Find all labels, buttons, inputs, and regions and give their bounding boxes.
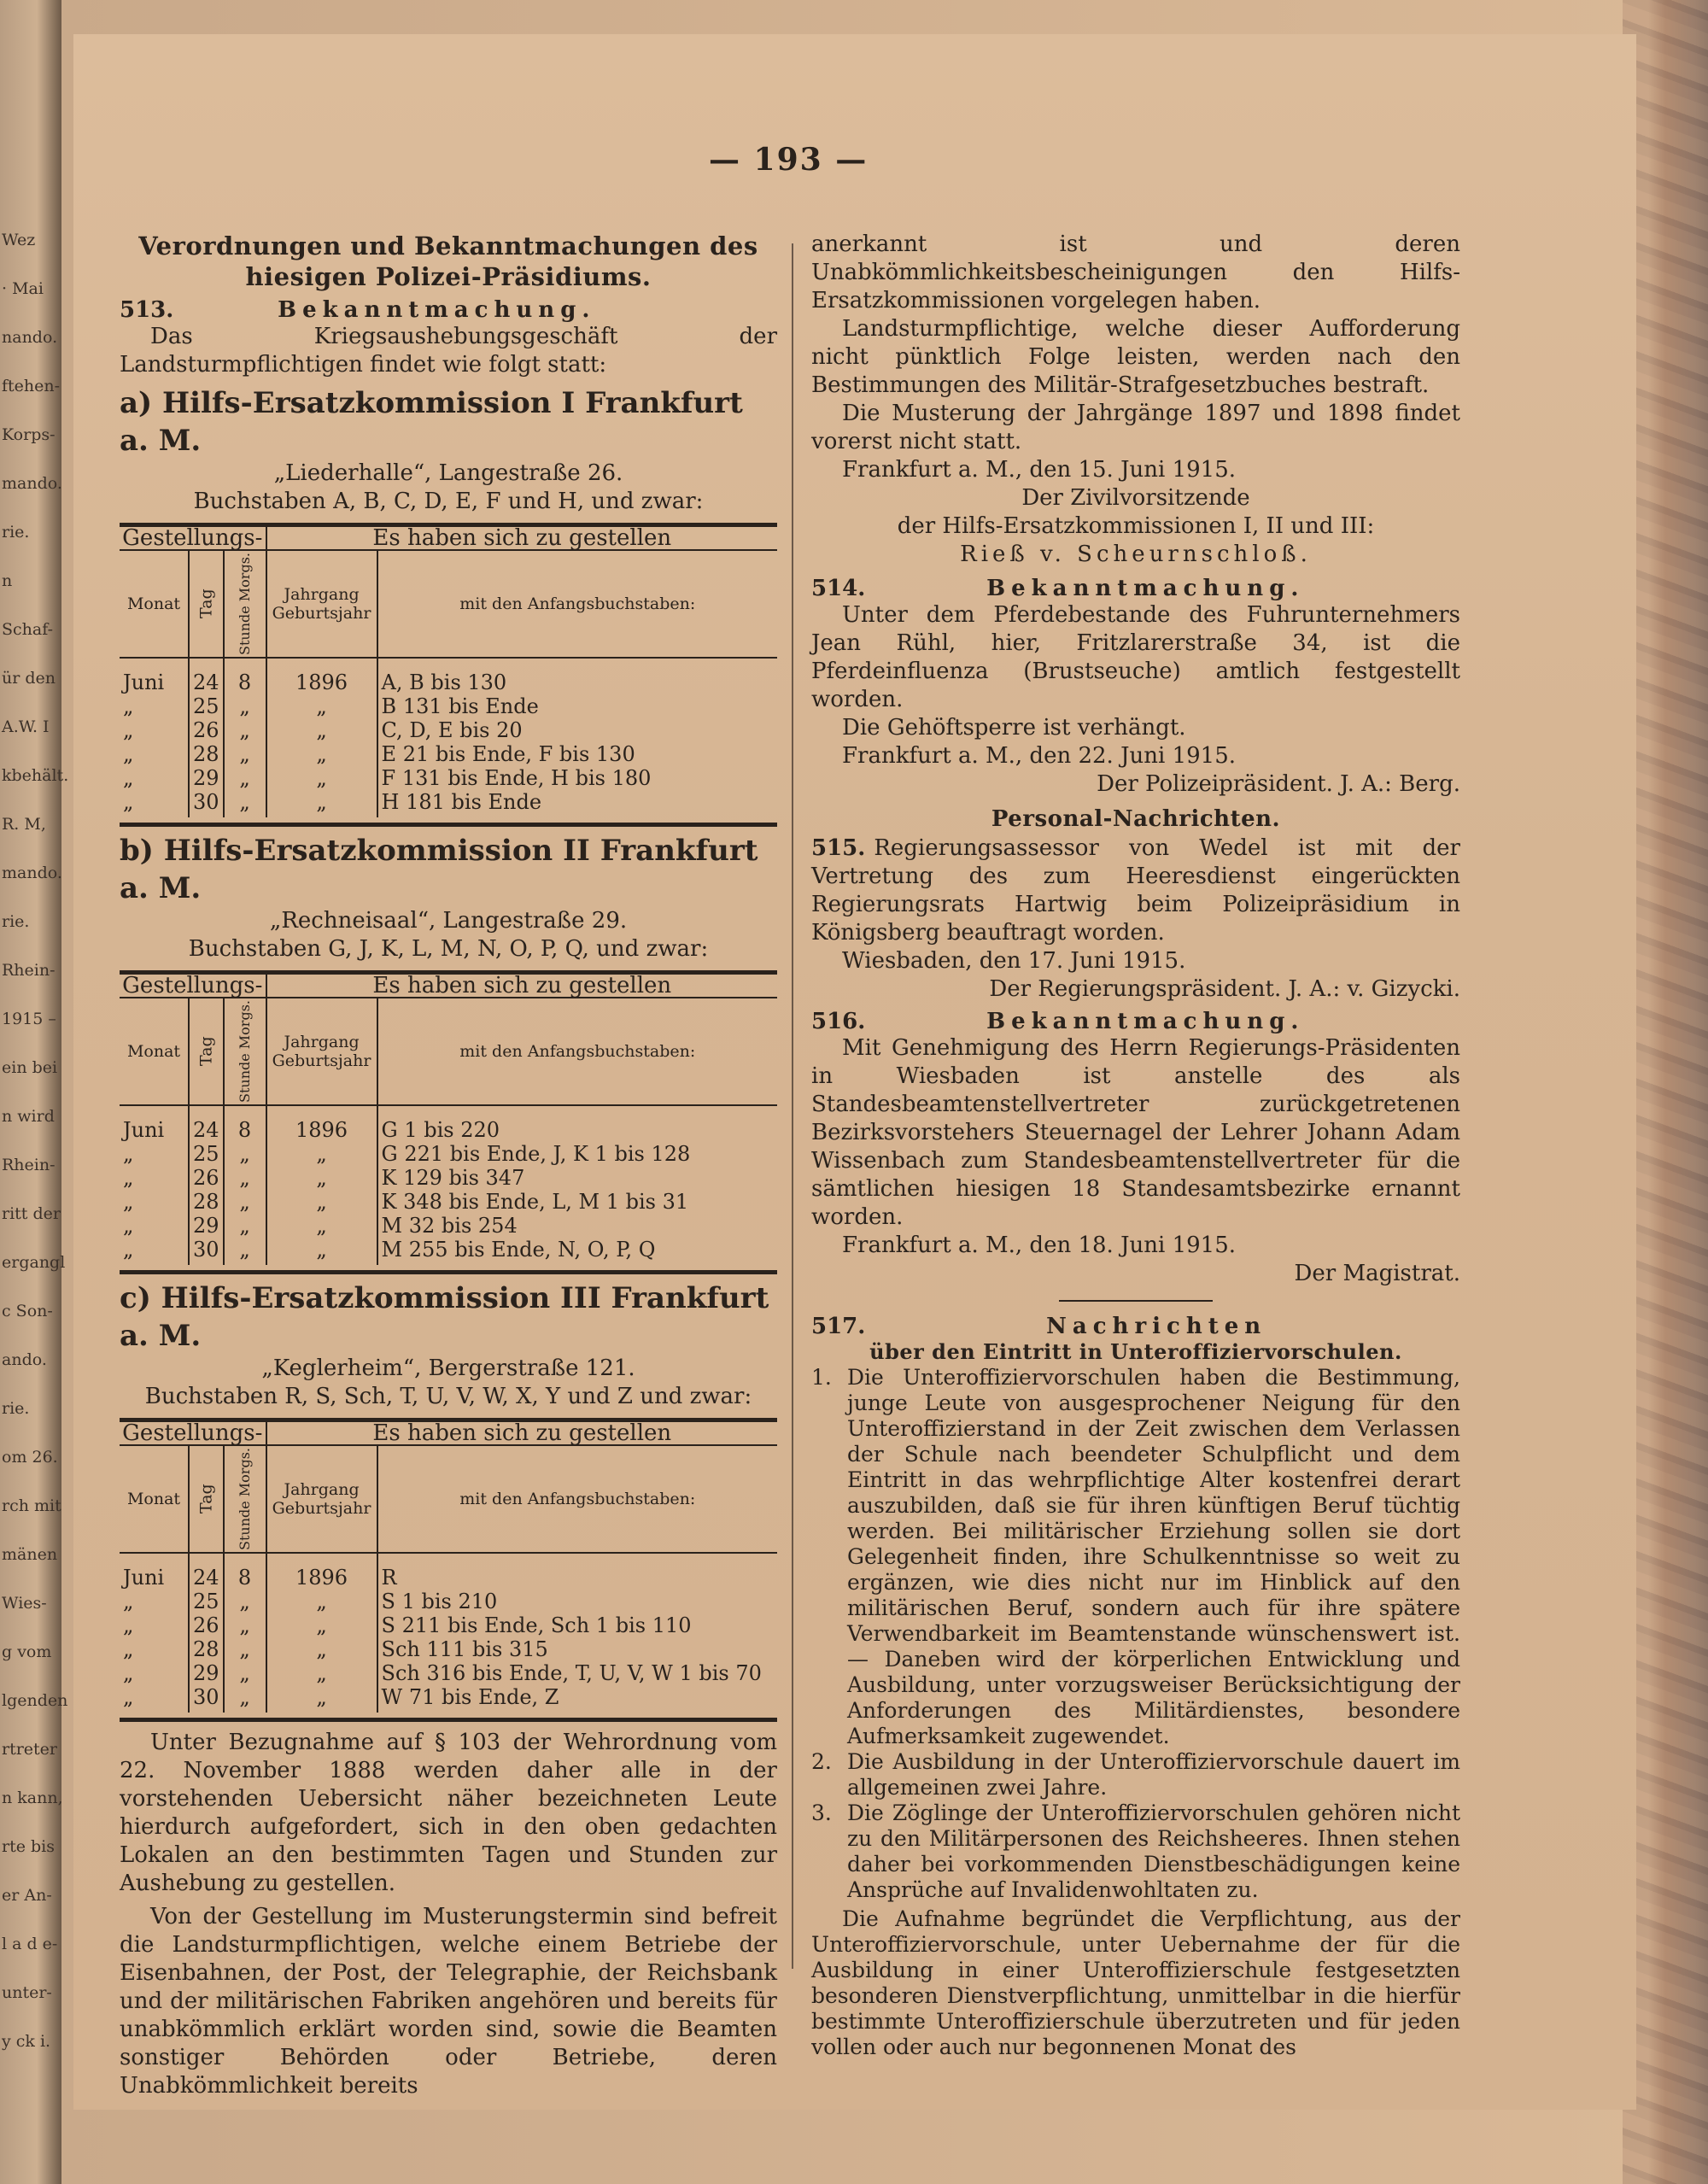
cell-tag: 24 bbox=[189, 1105, 224, 1142]
margin-fragment: rie. bbox=[2, 523, 30, 542]
header-tag: Tag bbox=[189, 550, 224, 658]
cell-anfang: W 71 bis Ende, Z bbox=[381, 1685, 559, 1709]
paragraph: Mit Genehmigung des Herrn Regierungs-Präsidenten in Wiesbaden ist anstelle des als Standesbeamtenstellvertreter zurückgetretenen Bezirksvorstehers Steuernagel der Lehrer Johann Adam Wissenbach zum Standesbeamtenstellvertreter für die sämtlichen hiesigen 18 Standesamtsbezirke ernannt worden. bbox=[811, 1035, 1460, 1230]
header-stunde: Stunde Morgs. bbox=[224, 998, 266, 1105]
paragraph: Die Musterung der Jahrgänge 1897 und 1898 findet vorerst nicht statt. bbox=[811, 401, 1460, 454]
margin-fragment: lgenden bbox=[2, 1691, 68, 1710]
intro-text: Das Kriegsaushebungsgeschäft der Landsturmpflichtigen findet wie folgt statt: bbox=[120, 324, 777, 378]
cell-jahrgang: „ bbox=[266, 1166, 377, 1190]
cell-stunde: „ bbox=[239, 790, 250, 814]
cell-tag: 30 bbox=[189, 1685, 224, 1713]
table-row bbox=[120, 718, 777, 742]
signature: der Hilfs-Ersatzkommissionen I, II und III: bbox=[897, 513, 1375, 539]
paragraph: Die Gehöftsperre ist verhängt. bbox=[842, 715, 1186, 741]
table-row bbox=[120, 1238, 777, 1265]
cell-stunde: „ bbox=[239, 1661, 250, 1685]
table-row bbox=[120, 1105, 777, 1142]
commission-title: a) Hilfs-Ersatzkommission I Frankfurt a. M. bbox=[120, 386, 743, 458]
cell-stunde: 8 bbox=[237, 1566, 252, 1590]
cell-jahrgang: „ bbox=[266, 694, 377, 718]
cell-anfang: Sch 111 bis 315 bbox=[381, 1637, 548, 1661]
cell-stunde: „ bbox=[239, 1590, 250, 1613]
margin-fragment: kbehält. bbox=[2, 766, 69, 785]
cell-jahrgang: „ bbox=[266, 742, 377, 766]
cell-stunde: „ bbox=[239, 742, 250, 766]
table-row bbox=[120, 1637, 777, 1661]
margin-fragment: Wez bbox=[2, 231, 36, 249]
table-row bbox=[120, 1590, 777, 1613]
header-tag: Tag bbox=[189, 1445, 224, 1553]
margin-fragment: 1915 – bbox=[2, 1010, 56, 1028]
item-number: 513. bbox=[120, 297, 174, 323]
cell-stunde: „ bbox=[239, 718, 250, 742]
numbered-list bbox=[811, 1365, 1460, 1903]
table-row bbox=[120, 1685, 777, 1713]
header-gestellung: Gestellungs- bbox=[120, 973, 266, 998]
cell-monat: „ bbox=[123, 694, 134, 718]
cell-tag: 28 bbox=[189, 1190, 224, 1214]
cell-jahrgang: „ bbox=[266, 790, 377, 817]
cell-jahrgang: „ bbox=[266, 1661, 377, 1685]
date-line: Frankfurt a. M., den 22. Juni 1915. bbox=[842, 743, 1237, 769]
commission-place: „Liederhalle“, Langestraße 26. bbox=[273, 460, 623, 486]
header-anfang: mit den Anfangsbuchstaben: bbox=[377, 550, 777, 658]
cell-monat: „ bbox=[123, 1142, 134, 1166]
cell-tag: 24 bbox=[189, 1553, 224, 1590]
header-monat: Monat bbox=[120, 1445, 189, 1553]
cell-monat: „ bbox=[123, 1613, 134, 1637]
cell-anfang: B 131 bis Ende bbox=[381, 694, 539, 718]
cell-tag: 29 bbox=[189, 1214, 224, 1238]
cell-stunde: „ bbox=[239, 1214, 250, 1238]
cell-monat: Juni bbox=[123, 670, 165, 694]
table-row bbox=[120, 790, 777, 817]
cell-tag: 25 bbox=[189, 1142, 224, 1166]
signature: Der Polizeipräsident. J. A.: Berg. bbox=[1097, 771, 1460, 797]
item-title: Bekanntmachung. bbox=[986, 576, 1305, 601]
margin-fragment: Rhein- bbox=[2, 961, 56, 980]
item-subtitle: über den Eintritt in Unteroffiziervorschulen. bbox=[869, 1339, 1402, 1364]
paragraph: Die Aufnahme begründet die Verpflichtung, aus der Unteroffiziervorschule, unter Uebernahme der für die Ausbildung in einer Unteroffizierschule festgesetzten besonderen Dienstverpflichtung, unmittelbar in die hierfür bestimmte Unteroffizierschule überzutreten und für jeden vollen oder auch nur begonnenen Monat des bbox=[811, 1906, 1460, 2059]
item-text: Regierungsassessor von Wedel ist mit der Vertretung des zum Heeresdienst eingerückten Regierungsrats Hartwig beim Polizeipräsidium in Königsberg beauftragt worden. bbox=[811, 835, 1460, 946]
cell-tag: 25 bbox=[189, 694, 224, 718]
cell-monat: „ bbox=[123, 1661, 134, 1685]
header-monat: Monat bbox=[120, 550, 189, 658]
table-row bbox=[120, 1553, 777, 1590]
margin-fragment: ein bei bbox=[2, 1058, 58, 1077]
schedule-table bbox=[120, 523, 777, 817]
cell-monat: Juni bbox=[123, 1118, 165, 1142]
column-divider bbox=[792, 243, 793, 1969]
date-line: Frankfurt a. M., den 15. Juni 1915. bbox=[842, 457, 1237, 483]
margin-fragment: nando. bbox=[2, 328, 58, 347]
item-number: 516. bbox=[811, 1009, 866, 1034]
cell-monat: „ bbox=[123, 718, 134, 742]
item-number: 515. bbox=[811, 835, 866, 861]
margin-fragment: · Mai bbox=[2, 279, 44, 298]
date-line: Frankfurt a. M., den 18. Juni 1915. bbox=[842, 1233, 1237, 1258]
cell-monat: „ bbox=[123, 742, 134, 766]
commission-place: „Keglerheim“, Bergerstraße 121. bbox=[261, 1355, 635, 1381]
left-column bbox=[120, 231, 777, 2100]
margin-fragment: rtreter bbox=[2, 1740, 58, 1759]
margin-fragment: Rhein- bbox=[2, 1156, 56, 1174]
header-jahrgang: Jahrgang Geburtsjahr bbox=[266, 1445, 377, 1553]
paragraph: Landsturmpflichtige, welche dieser Aufforderung nicht pünktlich Folge leisten, werden nach den Bestimmungen des Militär-Strafgesetzbuches bestraft. bbox=[811, 316, 1460, 398]
margin-fragment: y ck i. bbox=[2, 2032, 51, 2051]
separator-rule bbox=[1059, 1300, 1213, 1302]
table-row bbox=[120, 694, 777, 718]
cell-anfang: H 181 bis Ende bbox=[381, 790, 542, 814]
margin-fragment: rie. bbox=[2, 912, 30, 931]
table-row bbox=[120, 1661, 777, 1685]
cell-stunde: „ bbox=[239, 694, 250, 718]
cell-jahrgang: „ bbox=[266, 1190, 377, 1214]
commission-block bbox=[120, 1279, 777, 1722]
cell-monat: „ bbox=[123, 1590, 134, 1613]
margin-fragment: Schaf- bbox=[2, 620, 53, 639]
margin-fragment: n wird bbox=[2, 1107, 55, 1126]
cell-tag: 29 bbox=[189, 1661, 224, 1685]
table-row bbox=[120, 766, 777, 790]
header-jahrgang: Jahrgang Geburtsjahr bbox=[266, 550, 377, 658]
list-text: Die Unteroffiziervorschulen haben die Bestimmung, junge Leute von ausgesprochener Neigung für den Unteroffizierstand in der Zeit zwischen dem Verlassen der Schule nach beendeter Schulpflicht und dem Eintritt in das wehrpflichtige Alter kostenfrei derart auszubilden, daß sie für ihren künftigen Beruf tüchtig werden. Bei militärischer Erziehung sollen sie dort Gelegenheit finden, ihre Schulkenntnisse so weit zu ergänzen, wie dies nicht nur im Hinblick auf den militärischen Beruf, sondern auch für ihre spätere Verwendbarkeit im Beamtenstande wünschenswert ist. — Daneben wird der körperlichen Entwicklung und Ausbildung, unter vorzugsweiser Berücksichtigung der Anforderungen des Militärdienstes, besondere Aufmerksamkeit zugewendet. bbox=[847, 1365, 1460, 1748]
margin-fragment: ür den bbox=[2, 669, 56, 688]
cell-stunde: „ bbox=[239, 766, 250, 790]
signature: Rieß v. Scheurnschloß. bbox=[960, 542, 1312, 567]
item-number: 517. bbox=[811, 1314, 866, 1339]
list-number: 3. bbox=[811, 1800, 832, 1825]
cell-anfang: S 211 bis Ende, Sch 1 bis 110 bbox=[381, 1613, 692, 1637]
cell-stunde: „ bbox=[239, 1637, 250, 1661]
cell-tag: 30 bbox=[189, 1238, 224, 1265]
list-item bbox=[811, 1800, 1460, 1903]
cell-anfang: E 21 bis Ende, F bis 130 bbox=[381, 742, 635, 766]
cell-tag: 28 bbox=[189, 742, 224, 766]
cell-anfang: A, B bis 130 bbox=[381, 670, 507, 694]
list-item bbox=[811, 1749, 1460, 1800]
table-bottom-rule bbox=[120, 1718, 777, 1722]
cell-monat: „ bbox=[123, 1166, 134, 1190]
paragraph: Von der Gestellung im Musterungstermin sind befreit die Landsturmpflichtigen, welche einem Betriebe der Eisenbahnen, der Post, der Telegraphie, der Reichsbank und der militärischen Fabriken angehören und bereits für unabkömmlich erklärt worden sind, sowie die Beamten sonstiger Behörden oder Betriebe, deren Unabkömmlichkeit bereits bbox=[120, 1904, 777, 2099]
cell-monat: „ bbox=[123, 790, 134, 814]
margin-fragment: mando. bbox=[2, 864, 62, 882]
cell-tag: 26 bbox=[189, 718, 224, 742]
cell-anfang: G 1 bis 220 bbox=[381, 1118, 500, 1142]
cell-jahrgang: „ bbox=[266, 1214, 377, 1238]
item-title: Nachrichten bbox=[1046, 1314, 1267, 1339]
header-anfang: mit den Anfangsbuchstaben: bbox=[377, 1445, 777, 1553]
commission-letters: Buchstaben G, J, K, L, M, N, O, P, Q, und zwar: bbox=[188, 936, 709, 962]
margin-fragment: mando. bbox=[2, 474, 62, 493]
cell-anfang: G 221 bis Ende, J, K 1 bis 128 bbox=[381, 1142, 691, 1166]
margin-fragment: n bbox=[2, 571, 13, 590]
margin-fragment: l a d e- bbox=[2, 1935, 58, 1953]
margin-fragment: g vom bbox=[2, 1642, 52, 1661]
date-line: Wiesbaden, den 17. Juni 1915. bbox=[842, 948, 1186, 974]
cell-monat: „ bbox=[123, 1190, 134, 1214]
cell-jahrgang: „ bbox=[266, 1613, 377, 1637]
margin-fragment: R. M, bbox=[2, 815, 46, 834]
cell-monat: „ bbox=[123, 1637, 134, 1661]
signature: Der Zivilvorsitzende bbox=[1021, 485, 1250, 511]
paragraph bbox=[811, 834, 1460, 947]
cell-stunde: „ bbox=[239, 1166, 250, 1190]
cell-tag: 30 bbox=[189, 790, 224, 817]
commission-place: „Rechneisaal“, Langestraße 29. bbox=[269, 908, 628, 934]
cell-monat: „ bbox=[123, 1685, 134, 1709]
cell-anfang: K 348 bis Ende, L, M 1 bis 31 bbox=[381, 1190, 689, 1214]
header-gestellung: Gestellungs- bbox=[120, 525, 266, 551]
cell-jahrgang: „ bbox=[266, 1590, 377, 1613]
cell-stunde: 8 bbox=[237, 670, 252, 694]
margin-fragment: rte bis bbox=[2, 1837, 55, 1856]
item-title: Bekanntmachung. bbox=[986, 1009, 1305, 1034]
table-row bbox=[120, 1613, 777, 1637]
header-jahrgang: Jahrgang Geburtsjahr bbox=[266, 998, 377, 1105]
list-text: Die Zöglinge der Unteroffiziervorschulen gehören nicht zu den Militärpersonen des Reichsheeres. Ihnen stehen daher bei vorkommenden Dienstbeschädigungen keine Ansprüche auf Invalidenwohltaten zu. bbox=[847, 1800, 1460, 1902]
cell-tag: 24 bbox=[189, 658, 224, 694]
cell-monat: „ bbox=[123, 1238, 134, 1262]
section-heading: Verordnungen und Bekanntmachungen des hiesigen Polizei-Präsidiums. bbox=[138, 231, 758, 291]
commission-title: c) Hilfs-Ersatzkommission III Frankfurt a. M. bbox=[120, 1281, 769, 1353]
item-number: 514. bbox=[811, 576, 866, 601]
header-gestellung: Gestellungs- bbox=[120, 1420, 266, 1446]
table-row bbox=[120, 742, 777, 766]
cell-jahrgang: „ bbox=[266, 1685, 377, 1713]
cell-anfang: R bbox=[381, 1566, 397, 1590]
table-row bbox=[120, 1190, 777, 1214]
cell-monat: Juni bbox=[123, 1566, 165, 1590]
cell-stunde: „ bbox=[239, 1613, 250, 1637]
cell-stunde: „ bbox=[239, 1685, 250, 1709]
table-bottom-rule bbox=[120, 1270, 777, 1274]
schedule-table bbox=[120, 970, 777, 1265]
header-anfang: mit den Anfangsbuchstaben: bbox=[377, 998, 777, 1105]
table-row bbox=[120, 658, 777, 694]
cell-monat: „ bbox=[123, 1214, 134, 1238]
cell-stunde: „ bbox=[239, 1190, 250, 1214]
signature: Der Magistrat. bbox=[1294, 1261, 1460, 1286]
margin-fragment: A.W. I bbox=[2, 717, 50, 736]
list-number: 2. bbox=[811, 1749, 832, 1774]
signature: Der Regierungspräsident. J. A.: v. Gizycki. bbox=[989, 976, 1460, 1002]
table-bottom-rule bbox=[120, 823, 777, 827]
margin-fragment: Korps- bbox=[2, 425, 56, 444]
table-row bbox=[120, 1214, 777, 1238]
margin-fragment: Wies- bbox=[2, 1594, 47, 1613]
cell-jahrgang: „ bbox=[266, 1637, 377, 1661]
cell-jahrgang: „ bbox=[266, 718, 377, 742]
paragraph: Unter Bezugnahme auf § 103 der Wehrordnung vom 22. November 1888 werden daher alle in der vorstehenden Uebersicht näher bezeichneten Leute hierdurch aufgefordert, sich in den oben gedachten Lokalen an den bestimmten Tagen und Stunden zur Aushebung zu gestellen. bbox=[120, 1730, 777, 1896]
header-stunde: Stunde Morgs. bbox=[224, 550, 266, 658]
commission-block bbox=[120, 832, 777, 1274]
section-heading: Personal-Nachrichten. bbox=[991, 806, 1281, 832]
table-row bbox=[120, 1166, 777, 1190]
margin-fragment: ritt der bbox=[2, 1204, 61, 1223]
cell-jahrgang: „ bbox=[266, 766, 377, 790]
cell-anfang: Sch 316 bis Ende, T, U, V, W 1 bis 70 bbox=[381, 1661, 762, 1685]
commission-list bbox=[120, 384, 777, 1722]
list-number: 1. bbox=[811, 1365, 832, 1390]
margin-fragment: c Son- bbox=[2, 1302, 53, 1320]
commission-block bbox=[120, 384, 777, 827]
cell-stunde: „ bbox=[239, 1238, 250, 1262]
header-zu-stellen: Es haben sich zu gestellen bbox=[266, 525, 777, 551]
list-item bbox=[811, 1365, 1460, 1749]
margin-fragment: rie. bbox=[2, 1399, 30, 1418]
cell-anfang: K 129 bis 347 bbox=[381, 1166, 525, 1190]
cell-stunde: 8 bbox=[237, 1118, 252, 1142]
header-stunde: Stunde Morgs. bbox=[224, 1445, 266, 1553]
cell-anfang: C, D, E bis 20 bbox=[381, 718, 523, 742]
cell-monat: „ bbox=[123, 766, 134, 790]
margin-fragment: mänen bbox=[2, 1545, 58, 1564]
cell-anfang: M 32 bis 254 bbox=[381, 1214, 518, 1238]
header-zu-stellen: Es haben sich zu gestellen bbox=[266, 1420, 777, 1446]
cell-anfang: S 1 bis 210 bbox=[381, 1590, 498, 1613]
cell-tag: 25 bbox=[189, 1590, 224, 1613]
margin-fragment: ando. bbox=[2, 1350, 47, 1369]
paragraph: Unter dem Pferdebestande des Fuhrunternehmers Jean Rühl, hier, Fritzlarerstraße 34, ist die Pferdeinfluenza (Brustseuche) amtlich festgestellt worden. bbox=[811, 602, 1460, 712]
margin-fragment: n kann, bbox=[2, 1789, 63, 1807]
cell-jahrgang: 1896 bbox=[266, 1105, 377, 1142]
commission-letters: Buchstaben R, S, Sch, T, U, V, W, X, Y und Z und zwar: bbox=[144, 1384, 752, 1409]
cell-stunde: „ bbox=[239, 1142, 250, 1166]
schedule-table bbox=[120, 1418, 777, 1713]
cell-jahrgang: „ bbox=[266, 1142, 377, 1166]
cell-tag: 26 bbox=[189, 1613, 224, 1637]
commission-title: b) Hilfs-Ersatzkommission II Frankfurt a. M. bbox=[120, 834, 758, 905]
item-title: Bekanntmachung. bbox=[278, 297, 596, 323]
cell-jahrgang: „ bbox=[266, 1238, 377, 1265]
page-number: — 193 — bbox=[709, 142, 869, 178]
margin-fragment: unter- bbox=[2, 1983, 52, 2002]
commission-letters: Buchstaben A, B, C, D, E, F und H, und zwar: bbox=[193, 489, 704, 514]
cell-anfang: F 131 bis Ende, H bis 180 bbox=[381, 766, 652, 790]
cell-tag: 26 bbox=[189, 1166, 224, 1190]
cell-anfang: M 255 bis Ende, N, O, P, Q bbox=[381, 1238, 656, 1262]
cell-jahrgang: 1896 bbox=[266, 658, 377, 694]
list-text: Die Ausbildung in der Unteroffiziervorschule dauert im allgemeinen zwei Jahre. bbox=[847, 1749, 1460, 1800]
margin-fragment: er An- bbox=[2, 1886, 52, 1905]
header-tag: Tag bbox=[189, 998, 224, 1105]
margin-fragment: rch mit bbox=[2, 1496, 61, 1515]
table-row bbox=[120, 1142, 777, 1166]
paragraph: anerkannt ist und deren Unabkömmlichkeitsbescheinigungen den Hilfs-Ersatzkommissionen vorgelegen haben. bbox=[811, 231, 1460, 313]
margin-fragment: ergangl bbox=[2, 1253, 66, 1272]
cell-tag: 28 bbox=[189, 1637, 224, 1661]
margin-fragment: om 26. bbox=[2, 1448, 58, 1467]
header-monat: Monat bbox=[120, 998, 189, 1105]
margin-fragment: ftehen- bbox=[2, 377, 61, 395]
cell-jahrgang: 1896 bbox=[266, 1553, 377, 1590]
header-zu-stellen: Es haben sich zu gestellen bbox=[266, 973, 777, 998]
cell-tag: 29 bbox=[189, 766, 224, 790]
right-column bbox=[811, 231, 1460, 2060]
